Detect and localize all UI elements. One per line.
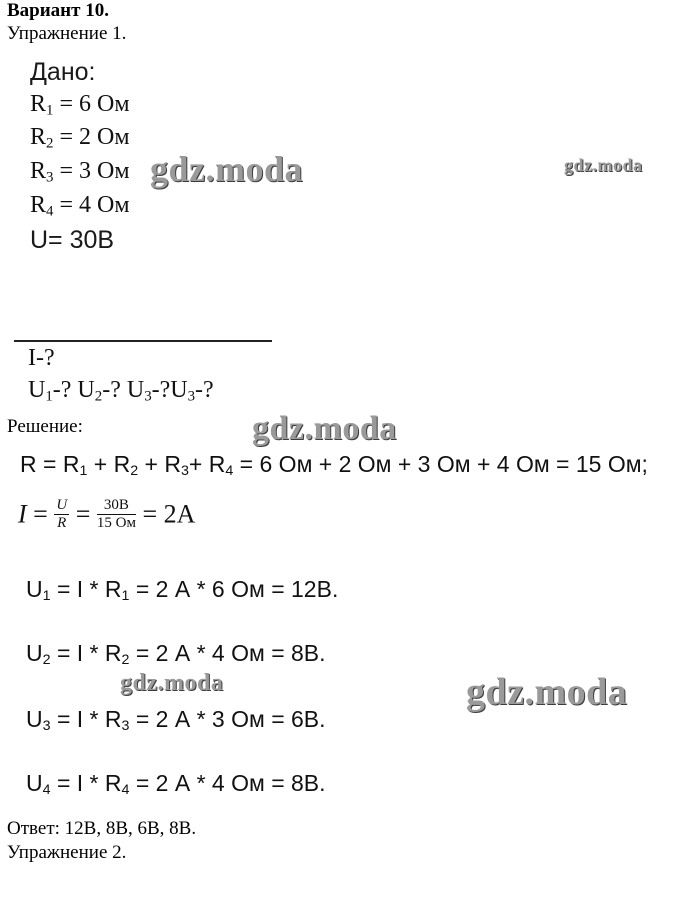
- given-find-divider: [14, 340, 272, 342]
- fraction-30v-over-15ohm: $\frac{30В}{15 Ом}$: [96, 497, 136, 531]
- watermark-gdz-moda: gdz.moda: [564, 155, 643, 175]
- given-r3: $R_3 = 3$ Ом: [30, 158, 130, 186]
- find-voltages: $U_1-$? $U_2-$? $U_3-?U_3-$?: [28, 377, 214, 405]
- watermark-gdz-moda: gdz.moda: [252, 410, 397, 447]
- watermark-gdz-moda: gdz.moda: [466, 671, 628, 713]
- answer-text: Ответ: 12В, 8В, 6В, 8В.: [7, 818, 197, 839]
- current-equation: I = $\frac{U}{R}$ = $\frac{30В}{15 Ом}$ = 2А: [18, 497, 196, 531]
- given-r2: $R_2 = 2$ Ом: [30, 124, 130, 152]
- given-r1: $R_1 = 6$ Ом: [30, 91, 130, 119]
- exercise-1-heading: Упражнение 1.: [7, 23, 127, 44]
- voltage-u2-equation: $U_2 = I * R_2 = 2$ А * 4 Ом = 8В.: [26, 640, 326, 669]
- solution-label: Решение:: [7, 416, 83, 437]
- fraction-u-over-r: $\frac{U}{R}$: [56, 497, 68, 531]
- given-title: Дано:: [30, 58, 96, 86]
- exercise-2-heading: Упражнение 2.: [7, 842, 127, 863]
- find-current: I-?: [28, 345, 55, 371]
- watermark-gdz-moda: gdz.moda: [120, 670, 224, 696]
- variant-title: Вариант 10.: [7, 0, 109, 21]
- watermark-gdz-moda: gdz.moda: [150, 149, 304, 189]
- voltage-u4-equation: $U_4 = I * R_4 = 2$ А * 4 Ом = 8В.: [26, 770, 326, 799]
- given-voltage: U= 30В: [30, 226, 115, 254]
- voltage-u3-equation: $U_3 = I * R_3 = 2$ А * 3 Ом = 6В.: [26, 706, 326, 735]
- voltage-u1-equation: $U_1 = I * R_1 = 2$ А * 6 Ом = 12В.: [26, 576, 339, 605]
- given-r4: $R_4 = 4$ Ом: [30, 192, 130, 220]
- total-resistance-equation: $R = R_1 + R_2 + R_3+ R_4 = 6$ Ом + 2 Ом + 3 Ом + 4 Ом = 15 Ом;: [20, 451, 648, 480]
